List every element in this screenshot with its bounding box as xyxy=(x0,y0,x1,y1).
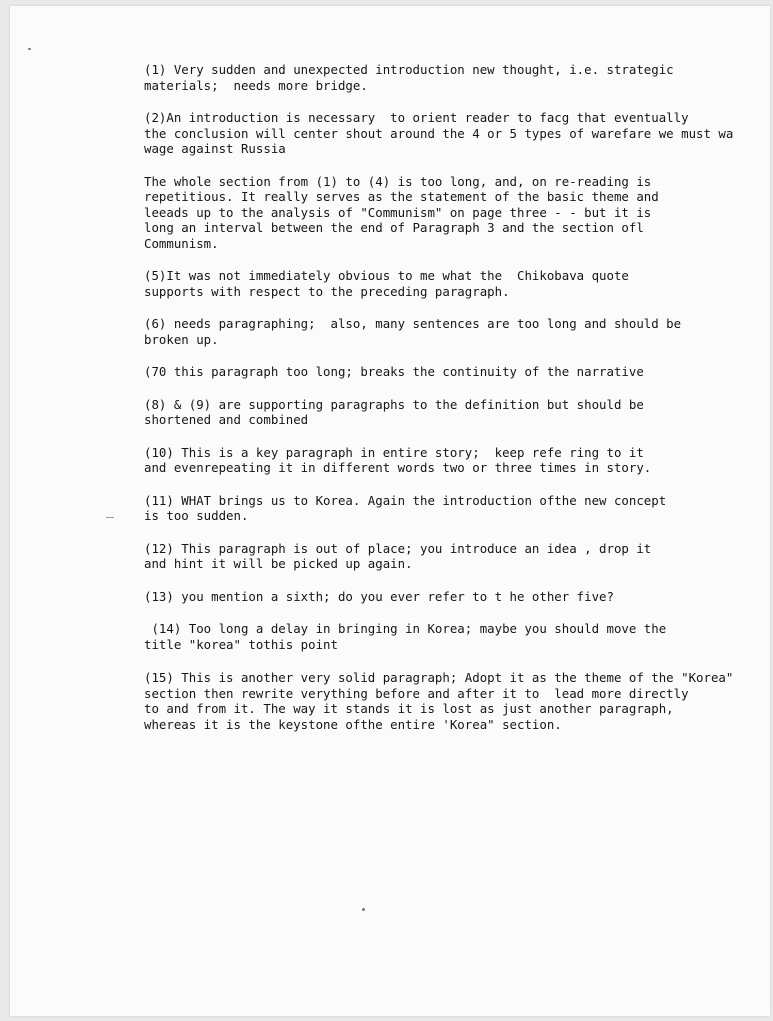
text-line: (70 this paragraph too long; breaks the continuity of the narrative xyxy=(144,364,644,379)
text-line: materials; needs more bridge. xyxy=(144,77,368,93)
text-line: (13) you mention a sixth; do you ever refer to t he other five? xyxy=(144,588,614,604)
text-line: (10) This is a key paragraph in entire story; keep refe ring to it xyxy=(144,444,644,460)
note-paragraph-9 xyxy=(144,493,770,524)
text-line: broken up. xyxy=(144,331,219,347)
text-line: (6) needs paragraphing; also, many sentences are too long and should be xyxy=(144,316,682,331)
text-line: (2)An introduction is necessary to orient reader to facg that eventually xyxy=(144,110,689,125)
note-paragraph-4 xyxy=(144,268,770,299)
note-paragraph-10 xyxy=(144,541,770,572)
paper-speck xyxy=(106,517,114,518)
text-line: (12) This paragraph is out of place; you introduce an idea , drop it xyxy=(144,540,652,556)
text-line: section then rewrite verything before and after it to lead more directly xyxy=(144,685,689,701)
note-paragraph-11 xyxy=(144,589,770,605)
text-line: leeads up to the analysis of "Communism" on page three - - but it is xyxy=(144,204,652,220)
note-paragraph-7 xyxy=(144,397,770,428)
note-paragraph-6 xyxy=(144,364,770,380)
text-line: is too sudden. xyxy=(144,508,249,523)
note-paragraph-1 xyxy=(144,62,770,93)
text-line: (14) Too long a delay in bringing in Korea; maybe you should move the xyxy=(144,621,667,636)
note-paragraph-5 xyxy=(144,316,770,347)
note-paragraph-13 xyxy=(144,670,770,732)
text-line: shortened and combined xyxy=(144,412,309,427)
text-line: and evenrepeating it in different words two or three times in story. xyxy=(144,460,652,475)
text-line: repetitious. It really serves as the statement of the basic theme and xyxy=(144,189,659,204)
note-paragraph-3 xyxy=(144,174,770,252)
typed-notes xyxy=(144,62,770,749)
text-line: (11) WHAT brings us to Korea. Again the introduction ofthe new concept xyxy=(144,492,667,508)
text-line: long an interval between the end of Paragraph 3 and the section ofl xyxy=(144,220,644,235)
text-line: (8) & (9) are supporting paragraphs to the definition but should be xyxy=(144,396,644,412)
note-paragraph-2 xyxy=(144,110,770,157)
text-line: Communism. xyxy=(144,235,219,251)
text-line: the conclusion will center shout around the 4 or 5 types of warefare we must wa xyxy=(144,125,734,141)
text-line: (5)It was not immediately obvious to me what the Chikobava quote xyxy=(144,268,629,283)
note-paragraph-12 xyxy=(144,621,770,652)
text-line: wage against Russia xyxy=(144,141,286,156)
paper-speck xyxy=(28,48,31,50)
note-paragraph-8 xyxy=(144,445,770,476)
text-line: (1) Very sudden and unexpected introduction new thought, i.e. strategic xyxy=(144,62,674,77)
text-line: to and from it. The way it stands it is lost as just another paragraph, xyxy=(144,701,674,716)
text-line: title "korea" tothis point xyxy=(144,636,338,652)
text-line: The whole section from (1) to (4) is too long, and, on re-reading is xyxy=(144,173,652,189)
text-line: and hint it will be picked up again. xyxy=(144,556,413,571)
text-line: whereas it is the keystone ofthe entire 'Korea" section. xyxy=(144,716,562,732)
document-page xyxy=(10,6,770,1016)
paper-speck xyxy=(362,908,365,911)
text-line: (15) This is another very solid paragraph; Adopt it as the theme of the "Korea" xyxy=(144,670,734,685)
text-line: supports with respect to the preceding paragraph. xyxy=(144,283,510,299)
